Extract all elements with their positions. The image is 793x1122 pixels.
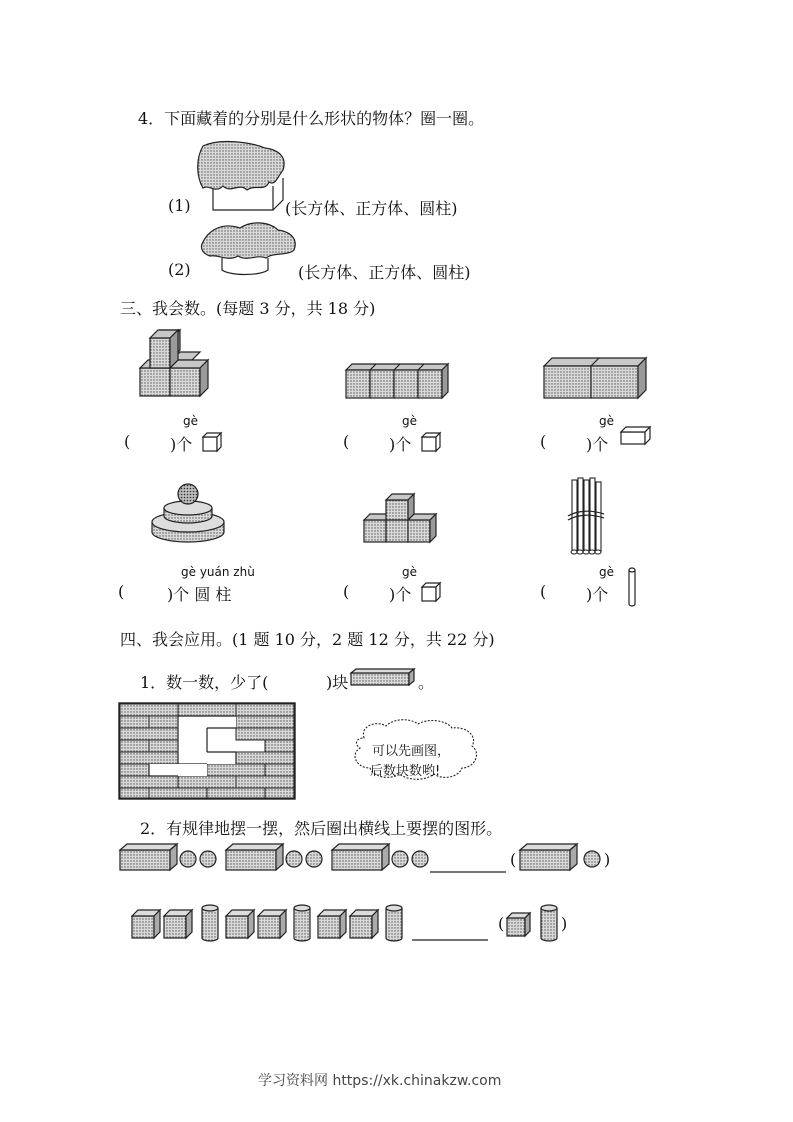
cube-pyramid-figure — [362, 494, 442, 552]
q4-title: 4．下面藏着的分别是什么形状的物体？圈一圈。 — [138, 109, 485, 128]
footer-watermark: 学习资料网 https://xk.chinakzw.com — [258, 1073, 502, 1089]
bubble-line1: 可以先画图， — [372, 744, 451, 759]
brick-wall-figure — [118, 702, 300, 802]
cube-icon — [421, 582, 441, 602]
cube-icon — [421, 432, 441, 452]
q1-answer-blank[interactable] — [290, 670, 324, 690]
pattern-row-2 — [130, 900, 500, 946]
q1-end: 。 — [418, 673, 435, 692]
q1-prefix: 1．数一数，少了( — [140, 673, 269, 692]
answer-unit-2: )个 — [389, 435, 412, 454]
stacked-cylinders-figure — [150, 478, 230, 550]
options-paren-close-2: ) — [561, 914, 568, 933]
two-cuboid-row-figure — [542, 356, 652, 402]
hidden-cylinder-illustration — [200, 218, 300, 278]
answer-paren-open-3[interactable]: ( — [540, 432, 547, 451]
answer-paren-open-4[interactable]: ( — [118, 582, 125, 601]
option-cube-icon[interactable] — [505, 910, 535, 940]
pinyin-ge-3: gè — [599, 414, 614, 428]
q4-2-options[interactable]: (长方体、正方体、圆柱) — [298, 263, 471, 282]
q4-1-label: (1) — [168, 196, 191, 215]
brick-icon — [350, 668, 416, 686]
answer-unit-4: )个 圆 柱 — [167, 585, 232, 604]
q4-1-options[interactable]: (长方体、正方体、圆柱) — [285, 199, 458, 218]
stick-icon — [625, 564, 641, 612]
pinyin-ge-yuanzhu: gè yuán zhù — [181, 565, 255, 579]
cube-icon — [202, 432, 222, 452]
hidden-cuboid-illustration — [195, 138, 295, 218]
option-cylinder-icon[interactable] — [538, 902, 560, 946]
options-paren-close-1: ) — [604, 850, 611, 869]
pinyin-ge-1: gè — [183, 414, 198, 428]
options-paren-open-1: ( — [510, 850, 517, 869]
q2-title: 2．有规律地摆一摆，然后圈出横线上要摆的图形。 — [140, 819, 503, 838]
cuboid-icon — [620, 426, 652, 446]
answer-unit-1: )个 — [170, 435, 193, 454]
pinyin-ge-5: gè — [402, 565, 417, 579]
part4-title: 四、我会应用。(1 题 10 分，2 题 12 分，共 22 分) — [120, 630, 495, 649]
bubble-line2: 后数块数哟! — [370, 764, 441, 779]
cube-row-figure — [344, 362, 454, 402]
answer-paren-open-1[interactable]: ( — [124, 432, 131, 451]
answer-paren-open-6[interactable]: ( — [540, 582, 547, 601]
q1-suffix: )块 — [326, 673, 349, 692]
option-cuboid-icon[interactable] — [518, 842, 580, 874]
answer-unit-3: )个 — [586, 435, 609, 454]
option-sphere-icon[interactable] — [582, 849, 604, 871]
stacked-cubes-figure-1 — [138, 328, 218, 398]
answer-unit-5: )个 — [389, 585, 412, 604]
answer-paren-open-2[interactable]: ( — [343, 432, 350, 451]
part3-title: 三、我会数。(每题 3 分，共 18 分) — [120, 299, 376, 318]
options-paren-open-2: ( — [498, 914, 505, 933]
pinyin-ge-6: gè — [599, 565, 614, 579]
answer-unit-6: )个 — [586, 585, 609, 604]
bundled-sticks-figure — [564, 476, 608, 558]
answer-paren-open-5[interactable]: ( — [343, 582, 350, 601]
pinyin-ge-2: gè — [402, 414, 417, 428]
q4-2-label: (2) — [168, 260, 191, 279]
